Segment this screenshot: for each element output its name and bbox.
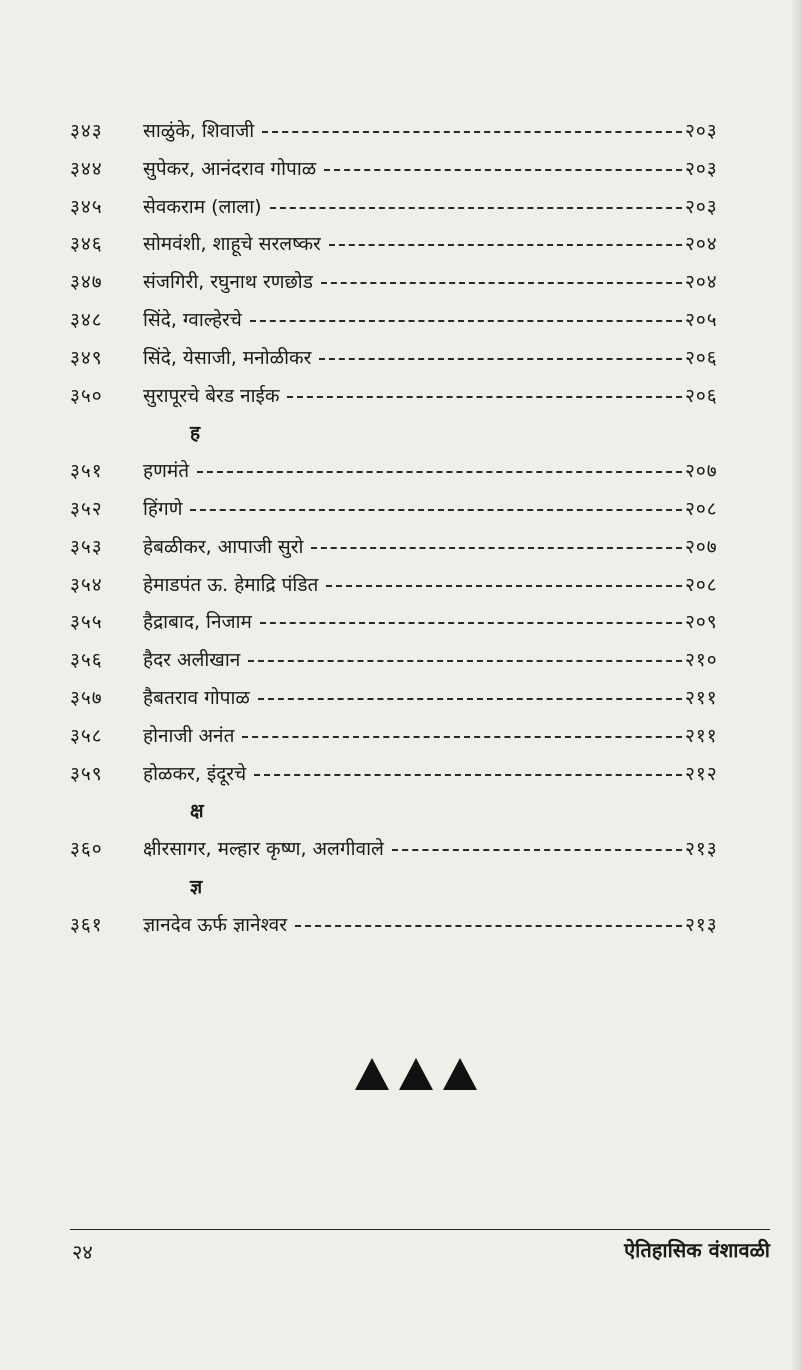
entry-page-number: २१३: [685, 838, 718, 861]
toc-entry: [70, 453, 770, 491]
entry-name: होळकर, इंदूरचे: [143, 762, 247, 785]
entry-page-number: २०४: [685, 233, 718, 256]
entry-number: ३५१: [70, 460, 103, 483]
entry-number: ३५९: [70, 762, 103, 785]
section-end-ornament: [355, 1058, 495, 1094]
toc-entry: [70, 907, 770, 945]
entry-number: ३५४: [70, 573, 103, 596]
entry-page-number: २०७: [685, 460, 718, 483]
dot-leader: [250, 320, 682, 322]
entry-number: ३५७: [70, 686, 103, 709]
entry-name: हेबळीकर, आपाजी सुरो: [143, 535, 304, 558]
entry-page-number: २१३: [685, 913, 718, 936]
entry-number: ३४५: [70, 195, 103, 218]
entry-number: ३६०: [70, 838, 103, 861]
toc-entry: [70, 264, 770, 302]
dot-leader: [270, 207, 682, 209]
toc-entry: [70, 151, 770, 189]
toc-entry: [70, 756, 770, 794]
toc-entry: [70, 529, 770, 567]
section-heading: [70, 793, 770, 831]
section-heading: [70, 415, 770, 453]
entry-page-number: २०७: [685, 535, 718, 558]
section-heading-letter: ज्ञ: [190, 875, 203, 898]
entry-page-number: २११: [685, 686, 718, 709]
triangle-ornament-icon: [399, 1058, 433, 1090]
entry-name: हणमंते: [143, 460, 190, 483]
dot-leader: [329, 244, 682, 246]
dot-leader: [326, 585, 682, 587]
entry-name: सोमवंशी, शाहूचे सरलष्कर: [143, 233, 321, 256]
dot-leader: [242, 736, 682, 738]
entry-number: ३५६: [70, 649, 103, 672]
toc-entry: [70, 302, 770, 340]
entry-name: सिंदे, ग्वाल्हेरचे: [143, 308, 242, 331]
dot-leader: [260, 622, 682, 624]
toc-entry: [70, 680, 770, 718]
entry-page-number: २०४: [685, 271, 718, 294]
entry-number: ३४३: [70, 120, 103, 142]
entry-name: सुपेकर, आनंदराव गोपाळ: [143, 157, 317, 180]
entry-page-number: २०८: [685, 497, 718, 520]
entry-number: ३४९: [70, 346, 103, 369]
footer-book-title: ऐतिहासिक वंशावळी: [624, 1238, 770, 1262]
entry-number: ३५८: [70, 724, 103, 747]
entry-name: सिंदे, येसाजी, मनोळीकर: [143, 346, 312, 369]
entry-name: क्षीरसागर, मल्हार कृष्ण, अलगीवाले: [143, 838, 384, 861]
entry-page-number: २०८: [685, 573, 718, 596]
entry-number: ३५०: [70, 384, 103, 407]
entry-name: हैबतराव गोपाळ: [143, 686, 250, 709]
dot-leader: [392, 849, 682, 851]
toc-entry: [70, 642, 770, 680]
entry-name: संजगिरी, रघुनाथ रणछोड: [143, 271, 313, 294]
toc-entry: [70, 113, 770, 151]
entry-number: ३४४: [70, 157, 103, 180]
toc-entry: [70, 718, 770, 756]
entry-number: ३४७: [70, 271, 103, 294]
dot-leader: [190, 509, 682, 511]
dot-leader: [287, 396, 682, 398]
toc-entry: [70, 340, 770, 378]
page-edge-shadow: [790, 0, 802, 1370]
dot-leader: [295, 925, 682, 927]
entry-name: साळुंके, शिवाजी: [143, 120, 255, 142]
footer-rule: [70, 1229, 770, 1230]
section-heading-letter: ह: [190, 422, 201, 445]
entry-number: ३५२: [70, 497, 103, 520]
dot-leader: [254, 774, 682, 776]
dot-leader: [311, 547, 682, 549]
entry-name: ज्ञानदेव ऊर्फ ज्ञानेश्वर: [143, 913, 287, 936]
dot-leader: [248, 660, 682, 662]
entry-page-number: २०३: [685, 120, 718, 142]
toc-entry: [70, 831, 770, 869]
entry-number: ३६१: [70, 913, 103, 936]
dot-leader: [262, 131, 682, 133]
entry-number: ३४६: [70, 233, 103, 256]
triangle-ornament-icon: [443, 1058, 477, 1090]
entry-name: हैदर अलीखान: [143, 649, 241, 672]
entry-number: ३४८: [70, 308, 103, 331]
dot-leader: [319, 358, 682, 360]
entry-name: होनाजी अनंत: [143, 724, 235, 747]
dot-leader: [258, 698, 682, 700]
entry-name: हैद्राबाद, निजाम: [143, 611, 252, 634]
entry-name: हेमाडपंत ऊ. हेमाद्रि पंडित: [143, 573, 319, 596]
entry-page-number: २०६: [685, 384, 718, 407]
entry-page-number: २०५: [685, 308, 718, 331]
section-heading: [70, 869, 770, 907]
toc-entry: [70, 226, 770, 264]
toc-entry: [70, 491, 770, 529]
entry-page-number: २११: [685, 724, 718, 747]
footer-page-number: २४: [72, 1240, 93, 1264]
toc-entry: [70, 567, 770, 605]
entry-name: हिंगणे: [143, 497, 183, 520]
entry-page-number: २०९: [685, 611, 718, 634]
toc-entry: [70, 189, 770, 227]
toc-entry: [70, 378, 770, 416]
table-of-contents: [70, 113, 770, 945]
entry-number: ३५५: [70, 611, 103, 634]
section-heading-letter: क्ष: [190, 800, 204, 823]
dot-leader: [321, 282, 682, 284]
entry-page-number: २०६: [685, 346, 718, 369]
toc-entry: [70, 604, 770, 642]
entry-number: ३५३: [70, 535, 103, 558]
entry-name: सुरापूरचे बेरड नाईक: [143, 384, 280, 407]
entry-page-number: २१०: [685, 649, 718, 672]
entry-name: सेवकराम (लाला): [143, 195, 262, 218]
dot-leader: [324, 169, 682, 171]
entry-page-number: २०३: [685, 195, 718, 218]
triangle-ornament-icon: [355, 1058, 389, 1090]
entry-page-number: २१२: [685, 762, 718, 785]
dot-leader: [197, 471, 682, 473]
entry-page-number: २०३: [685, 157, 718, 180]
